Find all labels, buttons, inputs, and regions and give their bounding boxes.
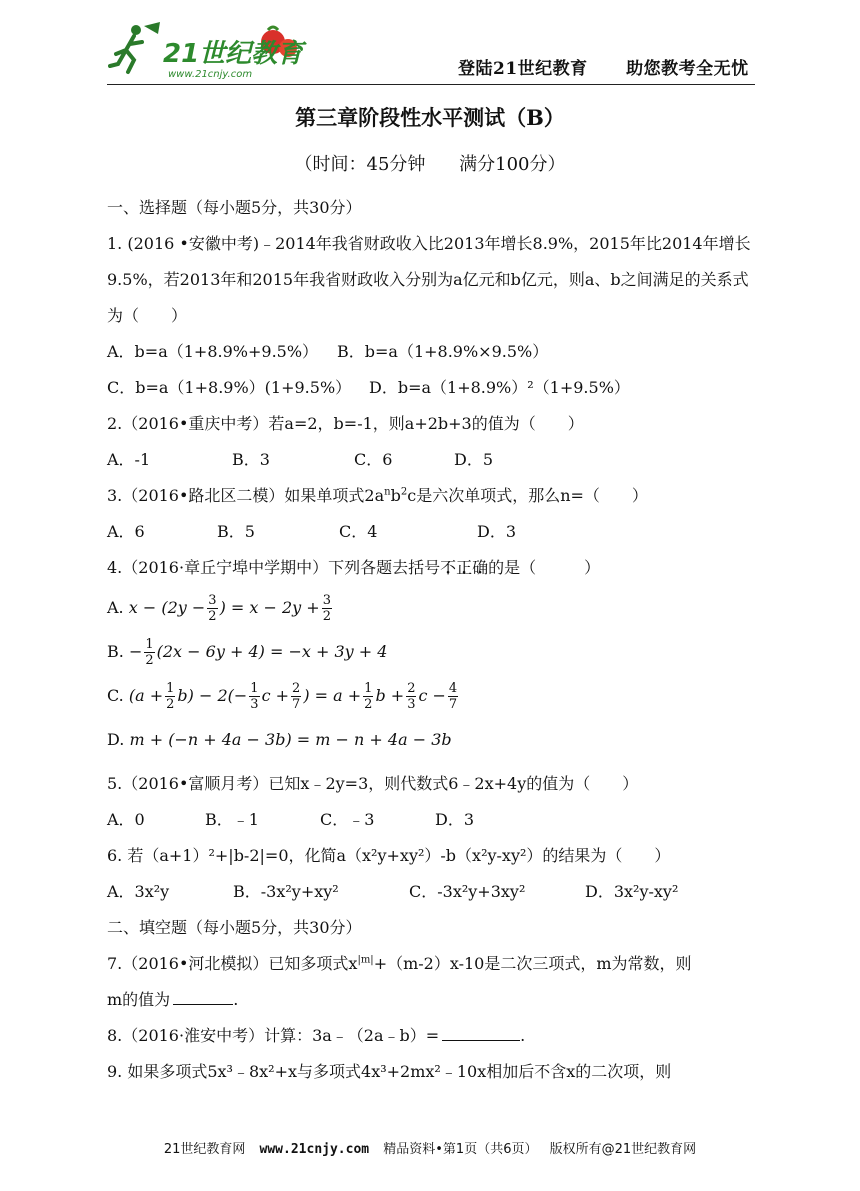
page-footer <box>0 1138 860 1157</box>
exam-time: （时间：45分钟 <box>294 154 426 175</box>
q5-option-c[interactable]: C．﹣3 <box>320 810 375 829</box>
q7-answer-blank[interactable] <box>173 988 233 1005</box>
question-5-text: 5.（2016•富顺月考）已知x﹣2y=3，则代数式6﹣2x+4y的值为（ ） <box>107 774 639 793</box>
header-slogan-left: 登陆21世纪教育 <box>458 59 588 79</box>
q3-option-d[interactable]: D．3 <box>477 522 517 541</box>
question-8-text: 8.（2016·淮安中考）计算：3a﹣（2a﹣b）= . <box>107 1026 526 1045</box>
q6-option-a[interactable]: A．3x²y <box>107 882 170 901</box>
q4-emphasis: 正 <box>456 558 473 577</box>
q4-emphasis: 确 <box>472 558 489 577</box>
q4-option-b[interactable]: B. − $\frac{1}{2}$ (2x − 6y + 4) = −x + 3y + 4 <box>107 636 388 668</box>
q7-text-pre: 7.（2016•河北模拟）已知多项式x <box>107 954 358 973</box>
q4-option-c[interactable]: C. (a + $\frac{1}{2}$ b) − 2(− $\frac{1}{3}$ c + $\frac{2}{7}$ ) = a + $\frac{1}{2}$ b + $\frac{2}{3}$ c − $\frac{4}{7}$ <box>107 680 458 712</box>
q1-option-d[interactable]: D．b=a（1+8.9%）²（1+9.5%） <box>369 378 630 397</box>
q4-option-a[interactable]: A. x − (2y − $\frac{3}{2}$ ) = x − 2y + $\frac{3}{2}$ <box>107 592 331 624</box>
svg-text:www.21cnjy.com: www.21cnjy.com <box>168 69 253 80</box>
section-heading-choice: 一、选择题（每小题5分，共30分） <box>107 198 362 217</box>
q5-option-a[interactable]: A．0 <box>107 810 145 829</box>
q8-text: 8.（2016·淮安中考）计算：3a﹣（2a﹣b）= <box>107 1026 440 1045</box>
footer-copyright: 版权所有@21世纪教育网 <box>549 1142 697 1157</box>
page-header <box>0 0 860 90</box>
logo <box>108 20 308 82</box>
q8-answer-blank[interactable] <box>442 1024 520 1041</box>
question-6-options <box>107 874 759 910</box>
q7-line2: m的值为 <box>107 990 171 1009</box>
header-slogan-right: 助您教考全无忧 <box>626 59 749 79</box>
q2-option-c[interactable]: C．6 <box>354 450 393 469</box>
page-title: 第三章阶段性水平测试（B） <box>295 105 565 130</box>
q5-option-d[interactable]: D．3 <box>435 810 475 829</box>
exam-info <box>0 150 860 176</box>
footer-left: 21世纪教育网 <box>163 1142 246 1157</box>
question-4-text <box>107 550 759 586</box>
question-7-text <box>107 946 759 982</box>
q4-emphasis: 不 <box>440 558 457 577</box>
q3-text-pre: 3.（2016•路北区二模）如果单项式2a <box>107 486 385 505</box>
q7-text-post: +（m-2）x-10是二次三项式，m为常数，则 <box>373 954 692 973</box>
runner-icon <box>110 22 160 72</box>
q4-option-d[interactable]: D. m + (−n + 4a − 3b) = m − n + 4a − 3b <box>107 730 452 749</box>
header-slogan <box>458 54 781 79</box>
q5-option-b[interactable]: B．﹣1 <box>205 810 259 829</box>
q3-option-b[interactable]: B．5 <box>217 522 255 541</box>
q6-option-c[interactable]: C．-3x²y+3xy² <box>409 882 526 901</box>
question-7-line2: m的值为 . <box>107 990 239 1009</box>
q6-option-d[interactable]: D．3x²y-xy² <box>585 882 679 901</box>
exam-score: 满分100分） <box>459 154 566 175</box>
question-1-text: 1. (2016 •安徽中考)﹣2014年我省财政收入比2013年增长8.9%，2015年比2014年增长9.5%，若2013年和2015年我省财政收入分别为a亿元和b亿元，则a、b之间满足的关系式为（ ） <box>107 234 751 325</box>
q4-text-pre: 4.（2016·章丘宁埠中学期中）下列各题去括号 <box>107 558 441 577</box>
question-1-options-row2 <box>107 370 759 406</box>
question-2-options <box>107 442 759 478</box>
question-1-options-row1 <box>107 334 759 370</box>
question-3-text: 3.（2016•路北区二模）如果单项式$2a^nb^2c$是六次单项式，那么n=（ ） <box>107 486 648 505</box>
q3-option-a[interactable]: A．6 <box>107 522 145 541</box>
exam-content <box>107 190 759 1090</box>
question-2-text: 2.（2016•重庆中考）若a=2，b=-1，则a+2b+3的值为（ ） <box>107 414 584 433</box>
q1-option-a[interactable]: A．b=a（1+8.9%+9.5%） <box>107 342 319 361</box>
footer-page-info: 精品资料•第1页（共6页） <box>383 1142 538 1157</box>
question-5-options <box>107 802 759 838</box>
section-heading-fill: 二、填空题（每小题5分，共30分） <box>107 918 362 937</box>
question-6-text: 6. 若（a+1）²+|b-2|=0，化简a（x²y+xy²）-b（x²y-xy²）的结果为（ ） <box>107 846 671 865</box>
question-3-options <box>107 514 759 550</box>
q3-option-c[interactable]: C．4 <box>339 522 378 541</box>
question-9-text: 9. 如果多项式5x³﹣8x²+x与多项式4x³+2mx²﹣10x相加后不含x的二次项，则 <box>107 1062 672 1081</box>
q6-option-b[interactable]: B．-3x²y+xy² <box>233 882 339 901</box>
svg-text:21世纪教育: 21世纪教育 <box>163 39 304 69</box>
q1-option-b[interactable]: B．b=a（1+8.9%×9.5%） <box>337 342 549 361</box>
q4-text-post: 的是（ ） <box>488 558 601 577</box>
footer-url[interactable]: www.21cnjy.com <box>259 1142 370 1157</box>
q2-option-b[interactable]: B．3 <box>232 450 270 469</box>
q2-option-d[interactable]: D．5 <box>454 450 494 469</box>
q7-exponent: |m| <box>357 954 374 966</box>
header-divider <box>107 84 755 85</box>
q1-option-c[interactable]: C．b=a（1+8.9%）(1+9.5%） <box>107 378 352 397</box>
q2-option-a[interactable]: A．-1 <box>107 450 151 469</box>
q3-text-post: c是六次单项式，那么n=（ ） <box>407 486 648 505</box>
